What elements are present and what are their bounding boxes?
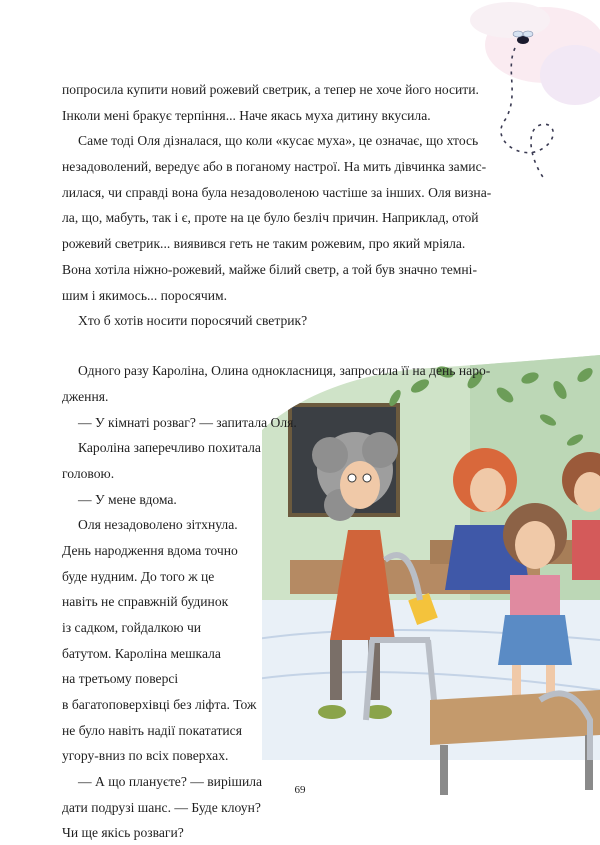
text-line: буде нудним. До того ж це xyxy=(62,569,215,584)
page-number: 69 xyxy=(294,784,306,796)
text-line: батутом. Кароліна мешкала xyxy=(62,646,221,661)
text-line: Одного разу Кароліна, Олина однокласниця, запросила її на день наро- xyxy=(78,363,491,378)
text-line: із садком, гойдалкою чи xyxy=(62,620,202,635)
text-line: не було навіть надії покататися xyxy=(62,723,242,738)
text-line: рожевий светрик... виявився геть не таким рожевим, про який мріяла. xyxy=(62,236,466,251)
text-line: незадоволений, вередує або в поганому настрої. На мить дівчинка замис- xyxy=(62,159,487,174)
text-line: в багатоповерхівці без ліфта. Тож xyxy=(62,697,257,712)
text-line: попросила купити новий рожевий светрик, а тепер не хоче його носити. xyxy=(62,82,479,97)
text-line: Хто б хотів носити поросячий светрик? xyxy=(78,313,308,328)
text-line: дження. xyxy=(62,389,109,404)
dialog-line: дати подрузі шанс. — Буде клоун? xyxy=(62,800,261,815)
text-line: головою. xyxy=(62,466,115,481)
text-line: Саме тоді Оля дізналася, що коли «кусає муха», це означає, що хтось xyxy=(78,133,479,148)
text-line: шим і якимось... поросячим. xyxy=(62,288,228,303)
text-line: День народження вдома точно xyxy=(62,543,238,558)
text-line: угору-вниз по всіх поверхах. xyxy=(62,748,229,763)
dialog-line: Чи ще якісь розваги? xyxy=(62,825,184,840)
dialog-line: — У мене вдома. xyxy=(78,492,177,507)
watercolor-splash xyxy=(470,2,600,105)
dialog-line: — А що плануєте? — вирішила xyxy=(78,774,263,789)
text-line: Інколи мені бракує терпіння... Наче якась муха дитину вкусила. xyxy=(62,108,431,123)
text-line: Оля незадоволено зітхнула. xyxy=(78,517,238,532)
text-line: на третьому поверсі xyxy=(62,671,179,686)
text-line: ла, що, мабуть, так і є, проте на це було безліч причин. Наприклад, отой xyxy=(62,210,479,225)
text-line: лилася, чи справді вона була незадоволеною частіше за інших. Оля визна- xyxy=(62,185,492,200)
text-line: навіть не справжній будинок xyxy=(62,594,229,609)
text-line: Вона хотіла ніжно-рожевий, майже білий светр, а той був значно темні- xyxy=(62,262,477,277)
dialog-line: — У кімнаті розваг? — запитала Оля. xyxy=(78,415,297,430)
text-line: Кароліна заперечливо похитала xyxy=(78,440,261,455)
